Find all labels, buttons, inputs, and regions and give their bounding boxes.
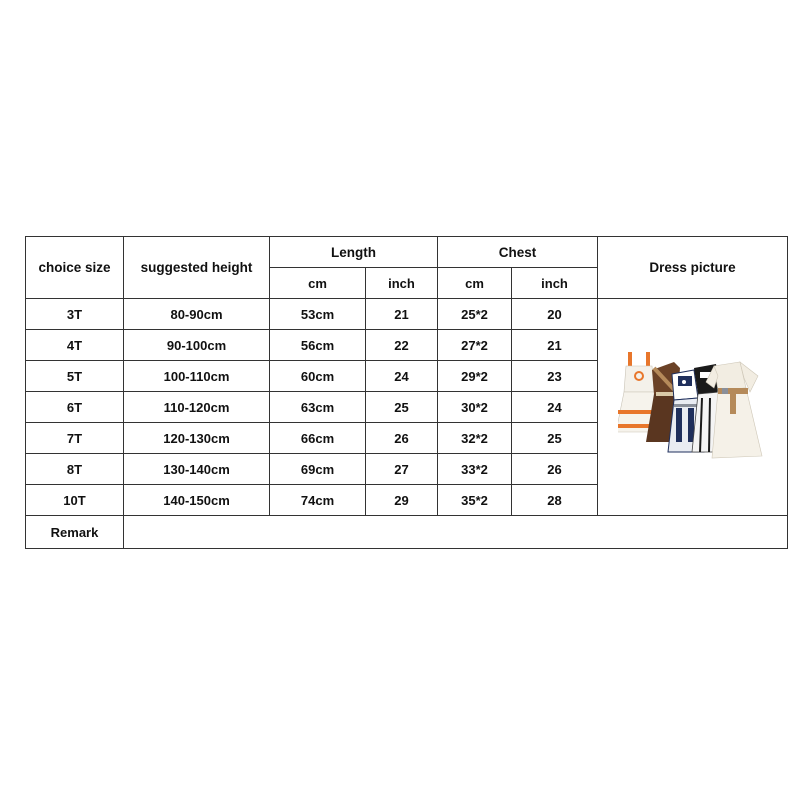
cell-size: 8T: [26, 454, 124, 485]
cell-size: 10T: [26, 485, 124, 516]
header-row-1: [26, 237, 788, 268]
cell-size: 6T: [26, 392, 124, 423]
cell-size: 4T: [26, 330, 124, 361]
cell-height: 120-130cm: [124, 423, 270, 454]
header-length-inch: inch: [366, 268, 438, 299]
cell-chest-inch: 20: [512, 299, 598, 330]
cell-length-inch: 25: [366, 392, 438, 423]
cell-length-cm: 56cm: [270, 330, 366, 361]
cell-height: 80-90cm: [124, 299, 270, 330]
header-choice-size: choice size: [26, 237, 124, 299]
cell-length-cm: 63cm: [270, 392, 366, 423]
header-suggested-height: suggested height: [124, 237, 270, 299]
cell-chest-cm: 27*2: [438, 330, 512, 361]
cell-size: 7T: [26, 423, 124, 454]
cell-chest-inch: 25: [512, 423, 598, 454]
size-chart-table: [25, 236, 788, 549]
cell-height: 130-140cm: [124, 454, 270, 485]
cell-length-inch: 24: [366, 361, 438, 392]
dress-group-icon: [618, 348, 768, 466]
cell-chest-cm: 33*2: [438, 454, 512, 485]
cell-length-inch: 21: [366, 299, 438, 330]
cell-chest-cm: 35*2: [438, 485, 512, 516]
cell-length-cm: 66cm: [270, 423, 366, 454]
cell-height: 140-150cm: [124, 485, 270, 516]
table-row: [26, 299, 788, 330]
cell-length-cm: 69cm: [270, 454, 366, 485]
cell-chest-inch: 24: [512, 392, 598, 423]
cell-chest-cm: 25*2: [438, 299, 512, 330]
cell-chest-inch: 21: [512, 330, 598, 361]
cell-chest-inch: 28: [512, 485, 598, 516]
cell-chest-inch: 26: [512, 454, 598, 485]
cell-height: 100-110cm: [124, 361, 270, 392]
cell-height: 110-120cm: [124, 392, 270, 423]
cell-size: 3T: [26, 299, 124, 330]
dress-picture-cell: [598, 299, 788, 516]
cell-length-inch: 26: [366, 423, 438, 454]
header-dress-picture: Dress picture: [598, 237, 788, 299]
remark-label: Remark: [26, 516, 124, 549]
cell-length-inch: 22: [366, 330, 438, 361]
cell-length-inch: 29: [366, 485, 438, 516]
header-chest-cm: cm: [438, 268, 512, 299]
header-chest-inch: inch: [512, 268, 598, 299]
cell-chest-cm: 32*2: [438, 423, 512, 454]
cell-length-cm: 74cm: [270, 485, 366, 516]
cell-length-cm: 53cm: [270, 299, 366, 330]
header-length-cm: cm: [270, 268, 366, 299]
cell-length-cm: 60cm: [270, 361, 366, 392]
cell-height: 90-100cm: [124, 330, 270, 361]
remark-row: [26, 516, 788, 549]
remark-value: [124, 516, 788, 549]
cell-chest-cm: 29*2: [438, 361, 512, 392]
cell-chest-inch: 23: [512, 361, 598, 392]
cell-size: 5T: [26, 361, 124, 392]
header-length: Length: [270, 237, 438, 268]
cell-chest-cm: 30*2: [438, 392, 512, 423]
cell-length-inch: 27: [366, 454, 438, 485]
header-chest: Chest: [438, 237, 598, 268]
